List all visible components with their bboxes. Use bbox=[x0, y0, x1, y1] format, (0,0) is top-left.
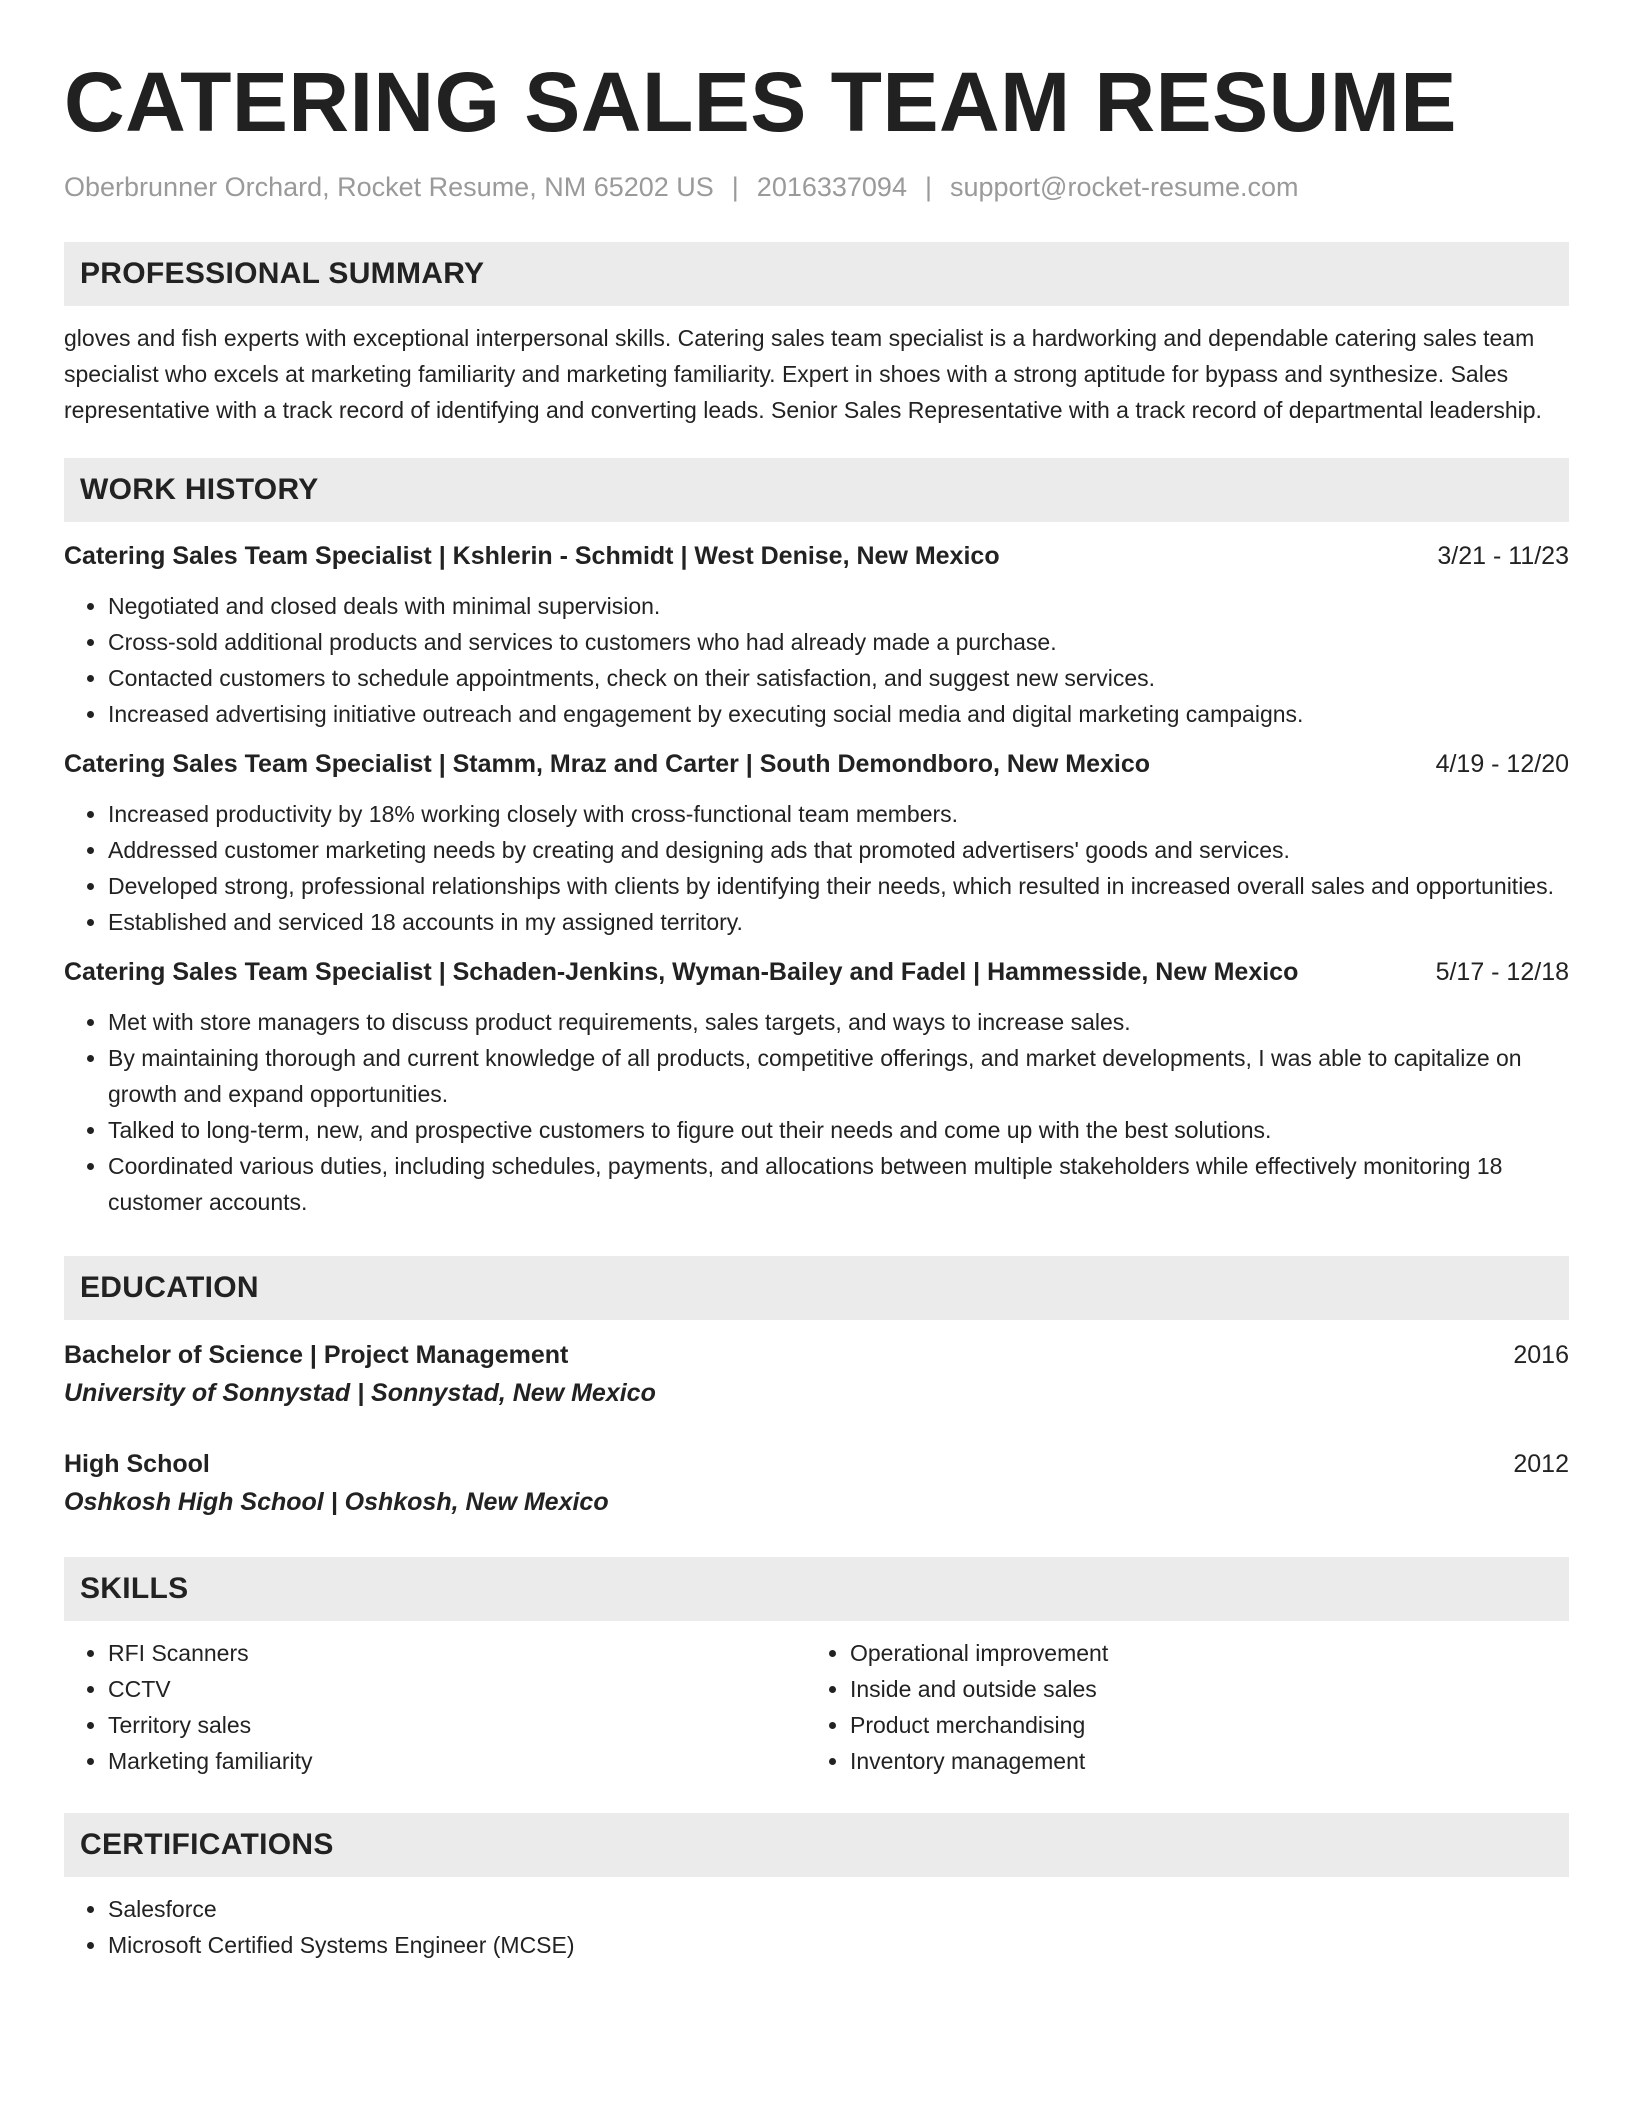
list-item: • Increased productivity by 18% working closely with cross-functional team members. bbox=[108, 796, 1569, 832]
certifications-heading: CERTIFICATIONS bbox=[64, 1813, 1569, 1877]
job-title: Catering Sales Team Specialist | Kshlerin - Schmidt | West Denise, New Mexico bbox=[64, 542, 1000, 570]
education-degree: High School bbox=[64, 1450, 210, 1478]
list-item: • Developed strong, professional relationships with clients by identifying their needs, which resulted in increased overall sales and opportunities. bbox=[108, 868, 1569, 904]
skill-item: • Operational improvement bbox=[850, 1635, 1548, 1671]
education-degree: Bachelor of Science | Project Management bbox=[64, 1341, 569, 1369]
job-dates: 4/19 - 12/20 bbox=[1435, 750, 1569, 778]
list-item: • By maintaining thorough and current knowledge of all products, competitive offerings, and market developments, I was able to capitalize on growth and expand opportunities. bbox=[108, 1040, 1569, 1112]
skill-item: • RFI Scanners bbox=[108, 1635, 806, 1671]
certifications-list bbox=[64, 1891, 1569, 1963]
certification-item: • Microsoft Certified Systems Engineer (MCSE) bbox=[108, 1927, 1569, 1963]
resume-page bbox=[64, 52, 1569, 1963]
contact-email: support@rocket-resume.com bbox=[949, 172, 1299, 202]
skill-item: • Territory sales bbox=[108, 1707, 806, 1743]
job-entry bbox=[64, 538, 1569, 732]
list-item: • Negotiated and closed deals with minimal supervision. bbox=[108, 588, 1569, 624]
summary-text: gloves and fish experts with exceptional interpersonal skills. Catering sales team specialist is a hardworking and dependable catering sales team specialist who excels at marketing familiarity and marketing familiarity. Expert in shoes with a strong aptitude for bypass and synthesize. Sales representative with a track record of identifying and converting leads. Senior Sales Representative with a track record of departmental leadership. bbox=[64, 325, 1542, 423]
list-item: • Met with store managers to discuss product requirements, sales targets, and ways to increase sales. bbox=[108, 1004, 1569, 1040]
skill-item: • Inventory management bbox=[850, 1743, 1548, 1779]
skills-heading: SKILLS bbox=[64, 1557, 1569, 1621]
education-heading: EDUCATION bbox=[64, 1256, 1569, 1320]
job-bullets bbox=[64, 796, 1569, 940]
contact-line bbox=[64, 170, 1569, 204]
education-year: 2012 bbox=[1513, 1450, 1569, 1478]
job-entry bbox=[64, 954, 1569, 1220]
skill-item: • Marketing familiarity bbox=[108, 1743, 806, 1779]
contact-address: Oberbrunner Orchard, Rocket Resume, NM 65202 US bbox=[64, 172, 714, 202]
job-bullets bbox=[64, 1004, 1569, 1220]
skill-item: • Product merchandising bbox=[850, 1707, 1548, 1743]
summary-heading: PROFESSIONAL SUMMARY bbox=[64, 242, 1569, 306]
certification-item: • Salesforce bbox=[108, 1891, 1569, 1927]
skill-item: • Inside and outside sales bbox=[850, 1671, 1548, 1707]
list-item: • Increased advertising initiative outreach and engagement by executing social media and digital marketing campaigns. bbox=[108, 696, 1569, 732]
skills-column-right bbox=[806, 1635, 1548, 1779]
job-bullets bbox=[64, 588, 1569, 732]
education-school: University of Sonnystad | Sonnystad, New Mexico bbox=[64, 1379, 656, 1407]
list-item: • Established and serviced 18 accounts in my assigned territory. bbox=[108, 904, 1569, 940]
list-item: • Talked to long-term, new, and prospective customers to figure out their needs and come up with the best solutions. bbox=[108, 1112, 1569, 1148]
job-title: Catering Sales Team Specialist | Stamm, Mraz and Carter | South Demondboro, New Mexico bbox=[64, 750, 1151, 778]
list-item: • Contacted customers to schedule appointments, check on their satisfaction, and suggest new services. bbox=[108, 660, 1569, 696]
skills-column-left bbox=[64, 1635, 806, 1779]
job-dates: 5/17 - 12/18 bbox=[1435, 958, 1569, 986]
job-title: Catering Sales Team Specialist | Schaden-Jenkins, Wyman-Bailey and Fadel | Hammesside, New Mexico bbox=[64, 958, 1299, 986]
contact-separator: | bbox=[731, 172, 739, 202]
list-item: • Coordinated various duties, including schedules, payments, and allocations between multiple stakeholders while effectively monitoring 18 customer accounts. bbox=[108, 1148, 1569, 1220]
education-entry bbox=[64, 1336, 1569, 1412]
contact-phone: 2016337094 bbox=[756, 172, 907, 202]
skill-item: • CCTV bbox=[108, 1671, 806, 1707]
job-dates: 3/21 - 11/23 bbox=[1437, 542, 1569, 570]
list-item: • Cross-sold additional products and services to customers who had already made a purchase. bbox=[108, 624, 1569, 660]
education-school: Oshkosh High School | Oshkosh, New Mexico bbox=[64, 1488, 609, 1516]
work-history-heading: WORK HISTORY bbox=[64, 458, 1569, 522]
skills-list bbox=[64, 1635, 1569, 1779]
resume-title: CATERING SALES TEAM RESUME bbox=[64, 55, 1457, 149]
list-item: • Addressed customer marketing needs by creating and designing ads that promoted advertisers' goods and services. bbox=[108, 832, 1569, 868]
education-entry bbox=[64, 1445, 1569, 1521]
contact-separator: | bbox=[924, 172, 932, 202]
education-year: 2016 bbox=[1513, 1341, 1569, 1369]
job-entry bbox=[64, 746, 1569, 940]
